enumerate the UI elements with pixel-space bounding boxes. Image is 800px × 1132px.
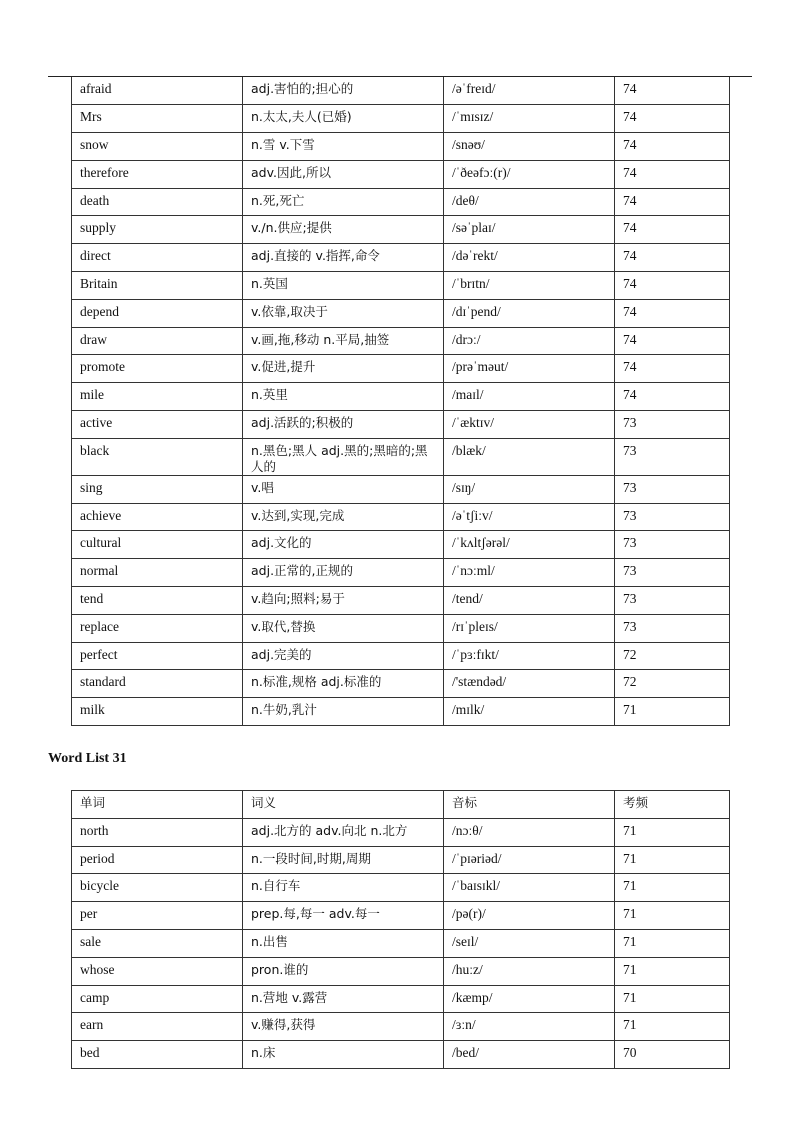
table-row xyxy=(72,670,730,698)
table-row xyxy=(72,1041,730,1069)
phonetic-cell: /dɪˈpend/ xyxy=(444,299,615,327)
meaning-cell: n.自行车 xyxy=(243,874,444,902)
phonetic-cell: /'stændəd/ xyxy=(444,670,615,698)
meaning-cell: n.标准,规格 adj.标准的 xyxy=(243,670,444,698)
table-row xyxy=(72,77,730,105)
word-cell: bicycle xyxy=(72,874,243,902)
word-cell: bed xyxy=(72,1041,243,1069)
word-cell: Britain xyxy=(72,272,243,300)
meaning-cell: n.英里 xyxy=(243,383,444,411)
phonetic-cell: /ˈðeəfɔː(r)/ xyxy=(444,160,615,188)
word-cell: period xyxy=(72,846,243,874)
header-frequency: 考频 xyxy=(615,791,730,819)
word-cell: north xyxy=(72,818,243,846)
word-cell: direct xyxy=(72,244,243,272)
frequency-cell: 72 xyxy=(615,642,730,670)
phonetic-cell: /deθ/ xyxy=(444,188,615,216)
word-cell: perfect xyxy=(72,642,243,670)
meaning-cell: adj.害怕的;担心的 xyxy=(243,77,444,105)
frequency-cell: 73 xyxy=(615,559,730,587)
meaning-cell: v.画,拖,移动 n.平局,抽签 xyxy=(243,327,444,355)
phonetic-cell: /ˈmɪsɪz/ xyxy=(444,105,615,133)
table-row xyxy=(72,642,730,670)
phonetic-cell: /əˈtʃiːv/ xyxy=(444,503,615,531)
word-table-30-continued xyxy=(71,77,730,726)
phonetic-cell: /əˈfreɪd/ xyxy=(444,77,615,105)
frequency-cell: 73 xyxy=(615,438,730,475)
meaning-cell: n.一段时间,时期,周期 xyxy=(243,846,444,874)
frequency-cell: 74 xyxy=(615,327,730,355)
meaning-cell: v.达到,实现,完成 xyxy=(243,503,444,531)
word-cell: draw xyxy=(72,327,243,355)
table-row xyxy=(72,1013,730,1041)
phonetic-cell: /bed/ xyxy=(444,1041,615,1069)
frequency-cell: 71 xyxy=(615,1013,730,1041)
word-cell: earn xyxy=(72,1013,243,1041)
frequency-cell: 74 xyxy=(615,299,730,327)
frequency-cell: 74 xyxy=(615,244,730,272)
table-row xyxy=(72,559,730,587)
header-meaning: 词义 xyxy=(243,791,444,819)
table-row xyxy=(72,846,730,874)
table-row xyxy=(72,957,730,985)
phonetic-cell: /huːz/ xyxy=(444,957,615,985)
table-row xyxy=(72,160,730,188)
phonetic-cell: /ɜːn/ xyxy=(444,1013,615,1041)
table-row xyxy=(72,438,730,475)
word-cell: milk xyxy=(72,698,243,726)
meaning-cell: v.依靠,取决于 xyxy=(243,299,444,327)
frequency-cell: 74 xyxy=(615,133,730,161)
word-cell: mile xyxy=(72,383,243,411)
meaning-cell: v.唱 xyxy=(243,475,444,503)
phonetic-cell: /maɪl/ xyxy=(444,383,615,411)
table-row xyxy=(72,614,730,642)
phonetic-cell: /ˈkʌltʃərəl/ xyxy=(444,531,615,559)
frequency-cell: 71 xyxy=(615,902,730,930)
frequency-cell: 73 xyxy=(615,503,730,531)
meaning-cell: n.黑色;黑人 adj.黑的;黑暗的;黑人的 xyxy=(243,438,444,475)
meaning-cell: v.取代,替换 xyxy=(243,614,444,642)
meaning-cell: adj.北方的 adv.向北 n.北方 xyxy=(243,818,444,846)
table-row xyxy=(72,531,730,559)
header-word: 单词 xyxy=(72,791,243,819)
phonetic-cell: /pə(r)/ xyxy=(444,902,615,930)
table-row xyxy=(72,105,730,133)
phonetic-cell: /səˈplaɪ/ xyxy=(444,216,615,244)
frequency-cell: 74 xyxy=(615,188,730,216)
header-phonetic: 音标 xyxy=(444,791,615,819)
table-row xyxy=(72,818,730,846)
word-cell: death xyxy=(72,188,243,216)
frequency-cell: 71 xyxy=(615,985,730,1013)
word-cell: standard xyxy=(72,670,243,698)
meaning-cell: v.赚得,获得 xyxy=(243,1013,444,1041)
word-cell: sale xyxy=(72,929,243,957)
word-table-31 xyxy=(71,790,730,1069)
phonetic-cell: /rɪˈpleɪs/ xyxy=(444,614,615,642)
phonetic-cell: /ˈpɪəriəd/ xyxy=(444,846,615,874)
meaning-cell: n.雪 v.下雪 xyxy=(243,133,444,161)
word-cell: Mrs xyxy=(72,105,243,133)
frequency-cell: 71 xyxy=(615,846,730,874)
phonetic-cell: /ˈæktɪv/ xyxy=(444,411,615,439)
meaning-cell: adj.完美的 xyxy=(243,642,444,670)
word-cell: whose xyxy=(72,957,243,985)
phonetic-cell: /snəʊ/ xyxy=(444,133,615,161)
meaning-cell: v./n.供应;提供 xyxy=(243,216,444,244)
meaning-cell: prep.每,每一 adv.每一 xyxy=(243,902,444,930)
phonetic-cell: /ˈpɜːfɪkt/ xyxy=(444,642,615,670)
word-cell: promote xyxy=(72,355,243,383)
meaning-cell: pron.谁的 xyxy=(243,957,444,985)
phonetic-cell: /kæmp/ xyxy=(444,985,615,1013)
frequency-cell: 71 xyxy=(615,957,730,985)
word-cell: normal xyxy=(72,559,243,587)
table-header-row xyxy=(72,791,730,819)
meaning-cell: n.太太,夫人(已婚) xyxy=(243,105,444,133)
table-row xyxy=(72,133,730,161)
word-cell: per xyxy=(72,902,243,930)
phonetic-cell: /ˈbrɪtn/ xyxy=(444,272,615,300)
table-row xyxy=(72,272,730,300)
meaning-cell: n.营地 v.露营 xyxy=(243,985,444,1013)
word-cell: active xyxy=(72,411,243,439)
word-cell: camp xyxy=(72,985,243,1013)
table-row xyxy=(72,902,730,930)
phonetic-cell: /sɪŋ/ xyxy=(444,475,615,503)
meaning-cell: n.牛奶,乳汁 xyxy=(243,698,444,726)
meaning-cell: v.趋向;照料;易于 xyxy=(243,587,444,615)
meaning-cell: adj.文化的 xyxy=(243,531,444,559)
phonetic-cell: /tend/ xyxy=(444,587,615,615)
word-cell: replace xyxy=(72,614,243,642)
word-cell: depend xyxy=(72,299,243,327)
frequency-cell: 73 xyxy=(615,411,730,439)
meaning-cell: v.促进,提升 xyxy=(243,355,444,383)
table-row xyxy=(72,475,730,503)
word-cell: sing xyxy=(72,475,243,503)
frequency-cell: 74 xyxy=(615,160,730,188)
frequency-cell: 74 xyxy=(615,77,730,105)
meaning-cell: n.死,死亡 xyxy=(243,188,444,216)
phonetic-cell: /drɔː/ xyxy=(444,327,615,355)
table-row xyxy=(72,503,730,531)
phonetic-cell: /blæk/ xyxy=(444,438,615,475)
phonetic-cell: /prəˈməut/ xyxy=(444,355,615,383)
frequency-cell: 73 xyxy=(615,531,730,559)
frequency-cell: 74 xyxy=(615,383,730,411)
frequency-cell: 74 xyxy=(615,355,730,383)
word-cell: achieve xyxy=(72,503,243,531)
table-row xyxy=(72,327,730,355)
frequency-cell: 74 xyxy=(615,216,730,244)
phonetic-cell: /seɪl/ xyxy=(444,929,615,957)
phonetic-cell: /dəˈrekt/ xyxy=(444,244,615,272)
word-cell: black xyxy=(72,438,243,475)
meaning-cell: adj.活跃的;积极的 xyxy=(243,411,444,439)
frequency-cell: 71 xyxy=(615,698,730,726)
table-row xyxy=(72,874,730,902)
meaning-cell: adj.正常的,正规的 xyxy=(243,559,444,587)
meaning-cell: n.英国 xyxy=(243,272,444,300)
frequency-cell: 73 xyxy=(615,587,730,615)
table-row xyxy=(72,929,730,957)
word-cell: therefore xyxy=(72,160,243,188)
table-row xyxy=(72,698,730,726)
phonetic-cell: /ˈbaɪsɪkl/ xyxy=(444,874,615,902)
phonetic-cell: /mɪlk/ xyxy=(444,698,615,726)
frequency-cell: 71 xyxy=(615,929,730,957)
phonetic-cell: /nɔːθ/ xyxy=(444,818,615,846)
frequency-cell: 71 xyxy=(615,818,730,846)
frequency-cell: 71 xyxy=(615,874,730,902)
word-cell: tend xyxy=(72,587,243,615)
phonetic-cell: /ˈnɔːml/ xyxy=(444,559,615,587)
table-row xyxy=(72,411,730,439)
meaning-cell: n.床 xyxy=(243,1041,444,1069)
meaning-cell: adj.直接的 v.指挥,命令 xyxy=(243,244,444,272)
table-row xyxy=(72,299,730,327)
frequency-cell: 72 xyxy=(615,670,730,698)
frequency-cell: 73 xyxy=(615,614,730,642)
table-row xyxy=(72,244,730,272)
table-row xyxy=(72,985,730,1013)
table-row xyxy=(72,383,730,411)
table-row xyxy=(72,355,730,383)
word-cell: afraid xyxy=(72,77,243,105)
word-cell: cultural xyxy=(72,531,243,559)
frequency-cell: 73 xyxy=(615,475,730,503)
table-row xyxy=(72,216,730,244)
meaning-cell: adv.因此,所以 xyxy=(243,160,444,188)
word-cell: supply xyxy=(72,216,243,244)
section-title: Word List 31 xyxy=(48,751,127,766)
table-row xyxy=(72,188,730,216)
frequency-cell: 74 xyxy=(615,272,730,300)
frequency-cell: 70 xyxy=(615,1041,730,1069)
word-cell: snow xyxy=(72,133,243,161)
table-row xyxy=(72,587,730,615)
frequency-cell: 74 xyxy=(615,105,730,133)
meaning-cell: n.出售 xyxy=(243,929,444,957)
